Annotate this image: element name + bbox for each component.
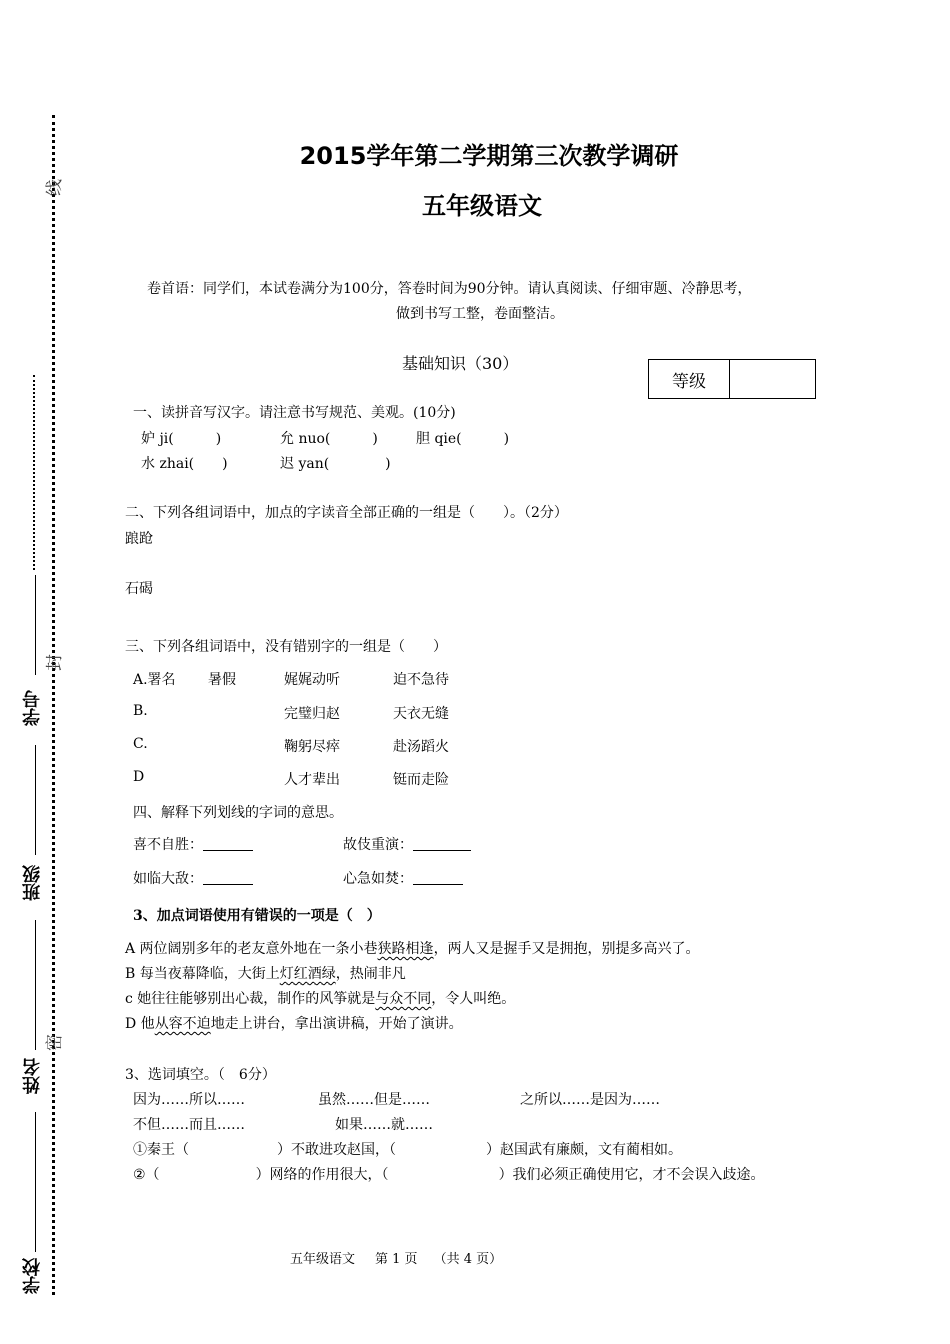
q6-word-choice: 因为……所以…… [133,1092,245,1108]
q6-word-choice: 不但……而且…… [133,1117,245,1133]
name-line[interactable] [35,920,36,1050]
q5-option-d[interactable]: D 他从容不迫地走上讲台，拿出演讲稿，开始了演讲。 [125,1016,463,1032]
binding-dotted-line [52,115,55,1295]
school-line[interactable] [35,1112,36,1252]
q5-option-a[interactable]: A 两位阔别多年的老友意外地在一条小巷狭路相逢，两人又是握手又是拥抱，别提多高兴了。 [125,941,700,957]
q1-item[interactable]: 水 zhai( ) [141,456,228,472]
q3-word: 迫不急待 [393,672,449,688]
q2-item: 石碣 [125,581,153,597]
q3-word: 娓娓动听 [284,672,340,688]
q3-word: 暑假 [208,672,236,688]
q3-word: 天衣无缝 [393,706,449,722]
q6-sentence-1: ①秦王（ ）不敢进攻赵国，（ ）赵国武有廉颇，文有蔺相如。 [133,1142,682,1158]
preface-line-2: 做到书写工整，卷面整洁。 [396,306,564,322]
q1-item[interactable]: 胆 qie( ) [416,431,510,447]
q1-heading: 一、读拼音写汉字。请注意书写规范、美观。(10分) [133,405,456,421]
q6-sentence-2: ②（ ）网络的作用很大，（ ）我们必须正确使用它，才不会误入歧途。 [133,1167,765,1183]
answer-blank[interactable] [413,870,463,885]
q4-item: 故伎重演： [343,834,471,854]
q3-word: 完璧归赵 [284,706,340,722]
q3-word: 铤而走险 [393,772,449,788]
margin-secret-label: 密 [45,1034,65,1051]
q5-heading: 3、加点词语使用有错误的一项是（ ） [133,908,381,924]
q4-item: 心急如焚： [343,868,463,888]
q6-word-choice: 之所以……是因为…… [520,1092,660,1108]
q3-word: 赴汤蹈火 [393,739,449,755]
q3-option-label[interactable]: B. [133,703,148,719]
q3-option-label[interactable]: C. [133,736,148,752]
q3-word: 鞠躬尽瘁 [284,739,340,755]
q3-heading: 三、下列各组词语中，没有错别字的一组是（ ） [125,639,447,655]
grade-label: 等级 [649,360,730,398]
answer-blank[interactable] [203,870,253,885]
q1-item[interactable]: 允 nuo( ) [280,431,378,447]
q6-word-choice: 如果……就…… [335,1117,433,1133]
margin-seal-label: 封 [45,654,65,671]
q4-item: 喜不自胜： [133,834,253,854]
section-basic-heading: 基础知识（30） [402,354,519,373]
q1-item[interactable]: 妒 ji( ) [141,431,222,447]
answer-blank[interactable] [413,836,471,851]
q5-option-c[interactable]: c 她往往能够别出心裁，制作的风筝就是与众不同，令人叫绝。 [125,991,516,1007]
student-no-label: 学号 [22,690,43,726]
q3-option-label[interactable]: D [133,769,145,785]
grade-value-cell[interactable] [731,360,815,398]
q4-heading: 四、解释下列划线的字词的意思。 [133,805,343,821]
school-label: 学校 [22,1258,43,1294]
q1-item[interactable]: 迟 yan( ) [280,456,391,472]
q3-option-label[interactable]: A.署名 [133,672,176,688]
grade-box [648,359,816,399]
answer-blank[interactable] [203,836,253,851]
margin-line-label: 线 [45,179,65,196]
q2-heading: 二、下列各组词语中，加点的字读音全部正确的一组是（ ）。（2分） [125,505,568,521]
q6-heading: 3、选词填空。（ 6分） [125,1067,276,1083]
q3-word: 人才辈出 [284,772,340,788]
class-label: 班级 [22,865,43,901]
q2-item: 踉跄 [125,531,153,547]
q6-word-choice: 虽然……但是…… [318,1092,430,1108]
page-subtitle: 五年级语文 [422,192,542,220]
q4-item: 如临大敌： [133,868,253,888]
preface-line-1: 卷首语：同学们，本试卷满分为100分，答卷时间为90分钟。请认真阅读、仔细审题、冷静思考， [147,281,752,297]
student-no-dotted-fill [33,375,35,570]
page-title: 2015学年第二学期第三次教学调研 [299,142,679,170]
page-footer: 五年级语文 第 1 页 （共 4 页） [290,1252,503,1267]
q5-option-b[interactable]: B 每当夜幕降临，大街上灯红酒绿，热闹非凡 [125,966,406,982]
class-line[interactable] [35,745,36,855]
student-no-line[interactable] [35,575,36,675]
name-label: 姓名 [22,1058,43,1094]
